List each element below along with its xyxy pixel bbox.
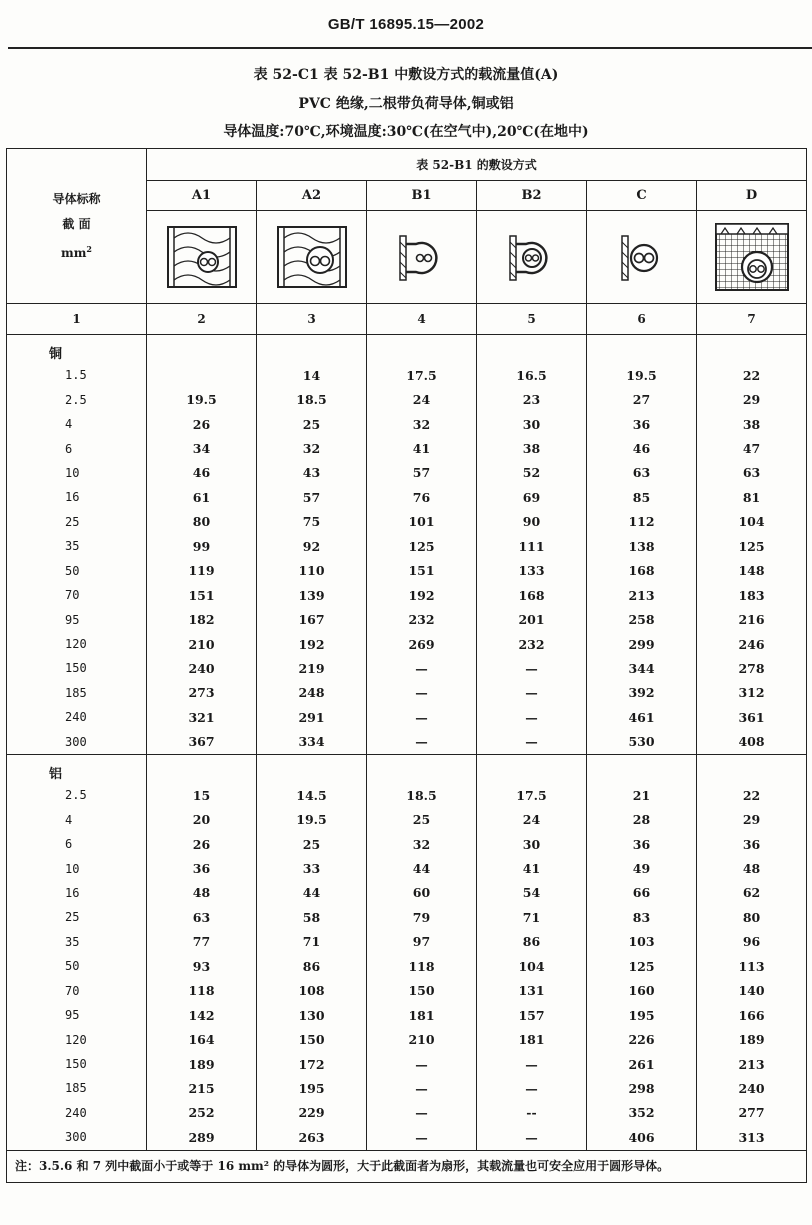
ampacity-cell: 148 [697, 559, 807, 583]
ampacity-cell: 26 [147, 832, 257, 856]
ampacity-cell: 14 [257, 363, 367, 387]
ampacity-cell: 97 [367, 930, 477, 954]
table-row [7, 730, 807, 755]
ampacity-cell: 44 [367, 856, 477, 880]
ampacity-cell: — [477, 681, 587, 705]
column-number-4: 4 [367, 304, 477, 335]
ampacity-cell: 166 [697, 1003, 807, 1027]
table-row [7, 510, 807, 534]
ampacity-cell: — [367, 705, 477, 729]
ampacity-cell: 195 [257, 1076, 367, 1100]
ampacity-cell: 25 [257, 832, 367, 856]
stub-label-line2: 截 面 [62, 216, 91, 231]
conductor-size-cell: 185 [7, 1076, 147, 1100]
ampacity-cell: 96 [697, 930, 807, 954]
ampacity-cell: 24 [367, 387, 477, 411]
ampacity-cell: 189 [147, 1052, 257, 1076]
conductor-size-cell: 35 [7, 930, 147, 954]
ampacity-cell: 334 [257, 730, 367, 755]
ampacity-cell: 530 [587, 730, 697, 755]
aluminium-label: 铝 [7, 755, 147, 784]
ampacity-cell: 32 [257, 436, 367, 460]
ampacity-cell: 76 [367, 485, 477, 509]
column-number-2: 2 [147, 304, 257, 335]
column-number-5: 5 [477, 304, 587, 335]
ampacity-cell: 261 [587, 1052, 697, 1076]
ampacity-cell: 213 [697, 1052, 807, 1076]
ampacity-cell: 269 [367, 632, 477, 656]
table-note: 注：3.5.6 和 7 列中截面小于或等于 16 mm² 的导体为圆形，大于此截面者为扇形，其载流量也可安全应用于圆形导体。 [7, 1150, 807, 1182]
method-c: C [587, 181, 697, 211]
conductor-size-cell: 95 [7, 607, 147, 631]
ampacity-cell: 17.5 [477, 783, 587, 807]
ampacity-cell: 408 [697, 730, 807, 755]
ampacity-cell: 232 [367, 607, 477, 631]
ampacity-cell: 80 [147, 510, 257, 534]
ampacity-cell: 22 [697, 783, 807, 807]
ampacity-cell: 29 [697, 807, 807, 831]
conductor-size-cell: 10 [7, 461, 147, 485]
table-row [7, 485, 807, 509]
ampacity-cell: 252 [147, 1101, 257, 1125]
header-rule [8, 47, 812, 49]
ampacity-cell: 28 [587, 807, 697, 831]
ampacity-cell: 367 [147, 730, 257, 755]
stub-label-line1: 导体标称 [52, 191, 101, 206]
ampacity-cell: 160 [587, 979, 697, 1003]
ampacity-cell: 213 [587, 583, 697, 607]
ampacity-cell: 24 [477, 807, 587, 831]
ampacity-cell: 83 [587, 905, 697, 929]
ampacity-cell: 192 [367, 583, 477, 607]
conductor-size-cell: 70 [7, 979, 147, 1003]
ampacity-cell: 406 [587, 1125, 697, 1150]
ampacity-cell: 195 [587, 1003, 697, 1027]
ampacity-cell: 119 [147, 559, 257, 583]
ampacity-cell: 139 [257, 583, 367, 607]
ampacity-cell: 118 [147, 979, 257, 1003]
table-row [7, 930, 807, 954]
ampacity-cell: 140 [697, 979, 807, 1003]
ampacity-cell: 181 [367, 1003, 477, 1027]
ampacity-cell: 58 [257, 905, 367, 929]
table-row [7, 1101, 807, 1125]
ampacity-cell: 85 [587, 485, 697, 509]
conductor-size-cell: 16 [7, 485, 147, 509]
ampacity-cell: 25 [367, 807, 477, 831]
ampacity-cell: 461 [587, 705, 697, 729]
ampacity-cell: 313 [697, 1125, 807, 1150]
ampacity-cell: 108 [257, 979, 367, 1003]
ampacity-cell: 36 [587, 832, 697, 856]
ampacity-cell: 181 [477, 1027, 587, 1051]
ampacity-cell: 104 [477, 954, 587, 978]
ampacity-cell: 150 [367, 979, 477, 1003]
ampacity-cell: 79 [367, 905, 477, 929]
ampacity-cell: 157 [477, 1003, 587, 1027]
ampacity-cell: 30 [477, 832, 587, 856]
ampacity-cell: — [367, 1101, 477, 1125]
ampacity-cell: 232 [477, 632, 587, 656]
ampacity-cell: 75 [257, 510, 367, 534]
ampacity-cell: 229 [257, 1101, 367, 1125]
ampacity-cell: 81 [697, 485, 807, 509]
conductor-size-cell: 120 [7, 632, 147, 656]
ampacity-cell: 71 [477, 905, 587, 929]
ampacity-cell: 183 [697, 583, 807, 607]
conductor-size-cell: 95 [7, 1003, 147, 1027]
ampacity-cell: 80 [697, 905, 807, 929]
table-row [7, 363, 807, 387]
ampacity-cell: 46 [587, 436, 697, 460]
table-row [7, 807, 807, 831]
ampacity-cell: — [367, 1125, 477, 1150]
conductor-size-cell: 2.5 [7, 387, 147, 411]
size-column-header [7, 149, 147, 304]
ampacity-cell: — [477, 705, 587, 729]
ampacity-cell: 36 [147, 856, 257, 880]
table-row [7, 881, 807, 905]
ampacity-cell: 289 [147, 1125, 257, 1150]
ampacity-cell: 26 [147, 412, 257, 436]
ampacity-cell: 299 [587, 632, 697, 656]
ampacity-cell: 57 [367, 461, 477, 485]
ampacity-cell: 57 [257, 485, 367, 509]
underground-duct-icon [697, 211, 807, 304]
ampacity-cell: 226 [587, 1027, 697, 1051]
table-row [7, 832, 807, 856]
ampacity-cell: 192 [257, 632, 367, 656]
ampacity-cell: 219 [257, 656, 367, 680]
standard-code: GB/T 16895.15—2002 [327, 16, 485, 33]
method-b2: B2 [477, 181, 587, 211]
ampacity-cell: 273 [147, 681, 257, 705]
ampacity-cell: 71 [257, 930, 367, 954]
table-row [7, 856, 807, 880]
ampacity-cell: — [367, 681, 477, 705]
ampacity-table [6, 148, 807, 1183]
ampacity-cell: 43 [257, 461, 367, 485]
ampacity-cell: 361 [697, 705, 807, 729]
table-row [7, 954, 807, 978]
ampacity-cell: 52 [477, 461, 587, 485]
ampacity-cell: 291 [257, 705, 367, 729]
table-row [7, 1052, 807, 1076]
conductor-size-cell: 1.5 [7, 363, 147, 387]
ampacity-cell: 111 [477, 534, 587, 558]
table-row [7, 461, 807, 485]
ampacity-cell: 86 [477, 930, 587, 954]
ampacity-cell: 93 [147, 954, 257, 978]
ampacity-cell: 69 [477, 485, 587, 509]
ampacity-cell: 15 [147, 783, 257, 807]
ampacity-cell: 17.5 [367, 363, 477, 387]
method-b1: B1 [367, 181, 477, 211]
ampacity-cell: 246 [697, 632, 807, 656]
column-number-3: 3 [257, 304, 367, 335]
ampacity-cell: 138 [587, 534, 697, 558]
table-row [7, 905, 807, 929]
ampacity-cell: — [367, 1052, 477, 1076]
table-row [7, 436, 807, 460]
table-conditions: 导体温度:70℃,环境温度:30℃(在空气中),20℃(在地中) [223, 124, 589, 140]
conductor-size-cell: 25 [7, 905, 147, 929]
ampacity-cell: 210 [147, 632, 257, 656]
column-number-6: 6 [587, 304, 697, 335]
table-row [7, 534, 807, 558]
ampacity-cell: 112 [587, 510, 697, 534]
column-number-1: 1 [7, 304, 147, 335]
column-number-7: 7 [697, 304, 807, 335]
ampacity-cell: 201 [477, 607, 587, 631]
ampacity-cell: 151 [147, 583, 257, 607]
table-subtitle: PVC 绝缘,二根带负荷导体,铜或铝 [298, 96, 514, 112]
ampacity-cell: 19.5 [147, 387, 257, 411]
ampacity-cell: 167 [257, 607, 367, 631]
ampacity-cell: 278 [697, 656, 807, 680]
table-row [7, 583, 807, 607]
wall-multicore-conduit-icon [477, 211, 587, 304]
ampacity-cell: 150 [257, 1027, 367, 1051]
ampacity-cell: 130 [257, 1003, 367, 1027]
ampacity-cell: 103 [587, 930, 697, 954]
conductor-size-cell: 120 [7, 1027, 147, 1051]
ampacity-cell: 118 [367, 954, 477, 978]
ampacity-cell: 23 [477, 387, 587, 411]
ampacity-cell: 19.5 [257, 807, 367, 831]
ampacity-cell: 215 [147, 1076, 257, 1100]
ampacity-cell: — [477, 1052, 587, 1076]
ampacity-cell: 32 [367, 412, 477, 436]
conductor-size-cell: 35 [7, 534, 147, 558]
ampacity-cell: 63 [147, 905, 257, 929]
ampacity-cell: 189 [697, 1027, 807, 1051]
ampacity-cell: 66 [587, 881, 697, 905]
conductor-size-cell: 240 [7, 705, 147, 729]
ampacity-cell: 182 [147, 607, 257, 631]
ampacity-cell: — [367, 730, 477, 755]
conductor-size-cell: 185 [7, 681, 147, 705]
ampacity-cell: 321 [147, 705, 257, 729]
ampacity-cell: 36 [587, 412, 697, 436]
ampacity-cell: -- [477, 1101, 587, 1125]
ampacity-cell: 99 [147, 534, 257, 558]
ampacity-cell: 60 [367, 881, 477, 905]
ampacity-cell: 263 [257, 1125, 367, 1150]
ampacity-cell: 38 [697, 412, 807, 436]
ampacity-cell: 29 [697, 387, 807, 411]
ampacity-cell: 49 [587, 856, 697, 880]
ampacity-cell: 48 [147, 881, 257, 905]
conductor-size-cell: 300 [7, 730, 147, 755]
ampacity-cell: 41 [367, 436, 477, 460]
conductor-size-cell: 4 [7, 807, 147, 831]
table-row [7, 979, 807, 1003]
ampacity-cell: 151 [367, 559, 477, 583]
ampacity-cell [147, 363, 257, 387]
insulated-wall-multicore-conduit-icon [257, 211, 367, 304]
wall-conduit-icon [367, 211, 477, 304]
ampacity-cell: — [367, 1076, 477, 1100]
ampacity-cell: 62 [697, 881, 807, 905]
ampacity-cell: 61 [147, 485, 257, 509]
ampacity-cell: 38 [477, 436, 587, 460]
ampacity-cell: 14.5 [257, 783, 367, 807]
conductor-size-cell: 150 [7, 656, 147, 680]
ampacity-cell: 86 [257, 954, 367, 978]
copper-label: 铜 [7, 335, 147, 364]
insulated-wall-conduit-icon [147, 211, 257, 304]
ampacity-cell: 32 [367, 832, 477, 856]
conductor-size-cell: 240 [7, 1101, 147, 1125]
ampacity-cell: 46 [147, 461, 257, 485]
ampacity-cell: 63 [587, 461, 697, 485]
installation-methods-header: 表 52-B1 的敷设方式 [147, 149, 807, 181]
ampacity-cell: 18.5 [257, 387, 367, 411]
table-row [7, 681, 807, 705]
ampacity-cell: 92 [257, 534, 367, 558]
ampacity-cell: — [477, 1125, 587, 1150]
ampacity-cell: 16.5 [477, 363, 587, 387]
ampacity-cell: 54 [477, 881, 587, 905]
ampacity-cell: 125 [587, 954, 697, 978]
table-row [7, 1125, 807, 1150]
ampacity-cell: 164 [147, 1027, 257, 1051]
conductor-size-cell: 150 [7, 1052, 147, 1076]
ampacity-cell: 41 [477, 856, 587, 880]
ampacity-cell: 240 [147, 656, 257, 680]
ampacity-cell: 344 [587, 656, 697, 680]
ampacity-cell: 125 [697, 534, 807, 558]
ampacity-cell: 298 [587, 1076, 697, 1100]
ampacity-cell: 77 [147, 930, 257, 954]
conductor-size-cell: 10 [7, 856, 147, 880]
conductor-size-cell: 25 [7, 510, 147, 534]
ampacity-cell: 18.5 [367, 783, 477, 807]
ampacity-cell: 33 [257, 856, 367, 880]
ampacity-cell: 48 [697, 856, 807, 880]
ampacity-cell: — [367, 656, 477, 680]
ampacity-cell: 392 [587, 681, 697, 705]
ampacity-cell: 258 [587, 607, 697, 631]
ampacity-cell: 25 [257, 412, 367, 436]
ampacity-cell: 131 [477, 979, 587, 1003]
conductor-size-cell: 50 [7, 954, 147, 978]
conductor-size-cell: 6 [7, 832, 147, 856]
ampacity-cell: 133 [477, 559, 587, 583]
copper-section [7, 335, 807, 755]
table-row [7, 705, 807, 729]
ampacity-cell: 248 [257, 681, 367, 705]
ampacity-cell: 22 [697, 363, 807, 387]
ampacity-cell: — [477, 1076, 587, 1100]
conductor-size-cell: 70 [7, 583, 147, 607]
method-d: D [697, 181, 807, 211]
ampacity-cell: 277 [697, 1101, 807, 1125]
ampacity-cell: 34 [147, 436, 257, 460]
ampacity-cell: 312 [697, 681, 807, 705]
ampacity-cell: 104 [697, 510, 807, 534]
aluminium-section [7, 755, 807, 1151]
ampacity-cell: 19.5 [587, 363, 697, 387]
ampacity-cell: 110 [257, 559, 367, 583]
conductor-size-cell: 300 [7, 1125, 147, 1150]
ampacity-cell: 168 [587, 559, 697, 583]
ampacity-cell: 113 [697, 954, 807, 978]
ampacity-cell: 216 [697, 607, 807, 631]
ampacity-cell: 240 [697, 1076, 807, 1100]
conductor-size-cell: 16 [7, 881, 147, 905]
conductor-size-cell: 2.5 [7, 783, 147, 807]
table-row [7, 1076, 807, 1100]
ampacity-cell: 30 [477, 412, 587, 436]
method-a2: A2 [257, 181, 367, 211]
table-row [7, 1003, 807, 1027]
ampacity-cell: 172 [257, 1052, 367, 1076]
table-row [7, 1027, 807, 1051]
ampacity-cell: 168 [477, 583, 587, 607]
ampacity-cell: 36 [697, 832, 807, 856]
ampacity-cell: — [477, 656, 587, 680]
ampacity-cell: — [477, 730, 587, 755]
table-row [7, 607, 807, 631]
ampacity-cell: 101 [367, 510, 477, 534]
ampacity-cell: 352 [587, 1101, 697, 1125]
stub-unit: $mm^2$ [61, 243, 92, 260]
method-a1: A1 [147, 181, 257, 211]
wall-clipped-cable-icon [587, 211, 697, 304]
ampacity-cell: 44 [257, 881, 367, 905]
table-row [7, 632, 807, 656]
ampacity-cell: 47 [697, 436, 807, 460]
conductor-size-cell: 6 [7, 436, 147, 460]
conductor-size-cell: 4 [7, 412, 147, 436]
table-row [7, 559, 807, 583]
ampacity-cell: 63 [697, 461, 807, 485]
table-row [7, 783, 807, 807]
ampacity-cell: 125 [367, 534, 477, 558]
conductor-size-cell: 50 [7, 559, 147, 583]
ampacity-cell: 142 [147, 1003, 257, 1027]
table-row [7, 387, 807, 411]
table-title: 表 52-C1 表 52-B1 中敷设方式的载流量值(A) [253, 67, 559, 83]
ampacity-cell: 20 [147, 807, 257, 831]
ampacity-cell: 210 [367, 1027, 477, 1051]
ampacity-cell: 90 [477, 510, 587, 534]
ampacity-cell: 21 [587, 783, 697, 807]
ampacity-cell: 27 [587, 387, 697, 411]
table-row [7, 412, 807, 436]
table-row [7, 656, 807, 680]
